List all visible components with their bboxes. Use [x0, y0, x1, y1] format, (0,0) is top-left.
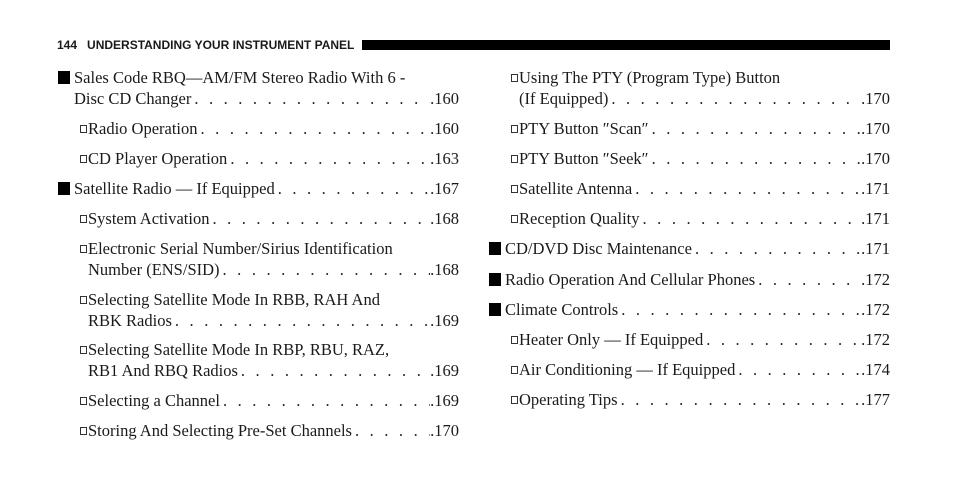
- dot-leader: [220, 390, 430, 411]
- toc-entry-line: [505, 238, 890, 259]
- dot-leader: [352, 420, 430, 441]
- toc-entry-text: [519, 67, 890, 109]
- toc-entry-title: CD Player Operation: [88, 149, 228, 168]
- dot-leader: [649, 148, 862, 169]
- toc-entry-title: RBK Radios: [88, 311, 172, 330]
- toc-entry-line: [88, 289, 459, 310]
- toc-entry-text: [88, 289, 459, 331]
- toc-entry-title: Storing And Selecting Pre-Set Channels: [88, 421, 352, 440]
- toc-page-number: .169: [430, 391, 459, 410]
- toc-page-number: .172: [861, 270, 890, 289]
- dot-leader: [275, 178, 430, 199]
- toc-entry-text: [88, 208, 459, 229]
- toc-entry-title: Satellite Antenna: [519, 179, 633, 198]
- toc-entry-text: [88, 148, 459, 169]
- toc-entry-line: [88, 339, 459, 360]
- toc-entry-line: [519, 389, 890, 410]
- toc-entry-text: [519, 148, 890, 169]
- dot-leader: [703, 329, 861, 350]
- toc-entry-text: [505, 238, 890, 259]
- toc-entry-title: Radio Operation And Cellular Phones: [505, 270, 756, 289]
- toc-entry-line: [519, 208, 890, 229]
- toc-entry-title: Operating Tips: [519, 390, 618, 409]
- toc-page-number: .170: [861, 89, 890, 108]
- header-title: UNDERSTANDING YOUR INSTRUMENT PANEL: [87, 38, 355, 52]
- toc-entry-line: [74, 178, 459, 199]
- toc-entry-text: [519, 389, 890, 410]
- dot-leader: [191, 88, 430, 109]
- toc-page-number: .160: [430, 119, 459, 138]
- toc-entry-line: [88, 208, 459, 229]
- running-header: [57, 38, 890, 52]
- toc-page-number: .172: [861, 300, 890, 319]
- toc-page-number: .169: [430, 361, 459, 380]
- dot-leader: [735, 359, 861, 380]
- toc-entry-title: CD/DVD Disc Maintenance: [505, 239, 692, 258]
- toc-entry-line: [88, 310, 459, 331]
- toc-entry-line: [519, 118, 890, 139]
- toc-entry-line: [519, 88, 890, 109]
- toc-entry-title-line1: Electronic Serial Number/Sirius Identification: [88, 239, 393, 258]
- toc-entry-line: [88, 148, 459, 169]
- toc-entry-line: [88, 390, 459, 411]
- dot-leader: [209, 208, 430, 229]
- dot-leader: [172, 310, 430, 331]
- toc-entry-line: [74, 67, 459, 88]
- toc-entry-text: [88, 238, 459, 280]
- filled-square-bullet-icon: [488, 299, 502, 320]
- toc-page-number: .163: [430, 149, 459, 168]
- dot-leader: [649, 118, 862, 139]
- toc-entry-text: [519, 359, 890, 380]
- toc-entry-text: [88, 339, 459, 381]
- toc-entry-title: Air Conditioning — If Equipped: [519, 360, 736, 379]
- toc-entry-title-line1: Selecting Satellite Mode In RBP, RBU, RAZ,: [88, 340, 390, 359]
- toc-entry-line: [519, 329, 890, 350]
- dot-leader: [198, 118, 431, 139]
- toc-entry-title-line1: Using The PTY (Program Type) Button: [519, 68, 781, 87]
- toc-entry-line: [505, 269, 890, 290]
- toc-entry-line: [88, 420, 459, 441]
- toc-page-number: .174: [861, 360, 890, 379]
- toc-entry-title: Climate Controls: [505, 300, 619, 319]
- dot-leader: [618, 299, 861, 320]
- toc-entry-text: [519, 208, 890, 229]
- toc-page-number: .171: [861, 239, 890, 258]
- toc-entry-title: Heater Only — If Equipped: [519, 330, 704, 349]
- toc-entry-line: [88, 259, 459, 280]
- toc-entry-title: Reception Quality: [519, 209, 640, 228]
- toc-entry-text: [74, 67, 459, 109]
- dot-leader: [238, 360, 430, 381]
- toc-page-number: .170: [861, 149, 890, 168]
- toc-entry-line: [88, 118, 459, 139]
- toc-entry-text: [519, 329, 890, 350]
- toc-page-number: .168: [430, 209, 459, 228]
- toc-entry-title: PTY Button ″Scan″: [519, 119, 649, 138]
- toc-page-number: .169: [430, 311, 459, 330]
- toc-entry-title: Selecting a Channel: [88, 391, 220, 410]
- toc-entry-line: [88, 238, 459, 259]
- toc-page-number: .172: [861, 330, 890, 349]
- toc-page-number: .177: [861, 390, 890, 409]
- toc-page-number: .171: [861, 179, 890, 198]
- toc-page-number: .170: [430, 421, 459, 440]
- dot-leader: [640, 208, 862, 229]
- dot-leader: [755, 269, 861, 290]
- toc-page-number: .168: [430, 260, 459, 279]
- toc-entry-title: Number (ENS/SID): [88, 260, 220, 279]
- toc-entry-text: [88, 420, 459, 441]
- toc-entry-line: [519, 148, 890, 169]
- toc-page-number: .170: [861, 119, 890, 138]
- toc-page-number: .160: [430, 89, 459, 108]
- filled-square-bullet-icon: [57, 67, 71, 88]
- dot-leader: [227, 148, 430, 169]
- dot-leader: [632, 178, 861, 199]
- filled-square-bullet-icon: [488, 238, 502, 259]
- dot-leader: [220, 259, 431, 280]
- toc-entry-title: Radio Operation: [88, 119, 198, 138]
- toc-entry-title: (If Equipped): [519, 89, 609, 108]
- toc-entry-line: [74, 88, 459, 109]
- toc-entry-title-line1: Selecting Satellite Mode In RBB, RAH And: [88, 290, 380, 309]
- toc-entry-text: [74, 178, 459, 199]
- toc-page-number: .171: [861, 209, 890, 228]
- filled-square-bullet-icon: [57, 178, 71, 199]
- toc-entry-text: [519, 178, 890, 199]
- toc-entry-title-line1: Sales Code RBQ—AM/FM Stereo Radio With 6 -: [74, 68, 406, 87]
- filled-square-bullet-icon: [488, 269, 502, 290]
- toc-entry-text: [505, 269, 890, 290]
- dot-leader: [618, 389, 862, 410]
- toc-entry-text: [505, 299, 890, 320]
- toc-entry-text: [88, 118, 459, 139]
- dot-leader: [692, 238, 861, 259]
- page-number: 144: [57, 38, 78, 52]
- toc-entry-line: [519, 178, 890, 199]
- toc-entry-text: [88, 390, 459, 411]
- toc-entry-text: [519, 118, 890, 139]
- toc-entry-title: PTY Button ″Seek″: [519, 149, 649, 168]
- toc-page-number: .167: [430, 179, 459, 198]
- toc-entry-title: Disc CD Changer: [74, 89, 192, 108]
- toc-entry-title: System Activation: [88, 209, 210, 228]
- toc-entry-line: [505, 299, 890, 320]
- toc-entry-line: [519, 359, 890, 380]
- header-rule: [362, 40, 890, 50]
- toc-entry-line: [519, 67, 890, 88]
- toc-entry-line: [88, 360, 459, 381]
- toc-entry-title: Satellite Radio — If Equipped: [74, 179, 275, 198]
- toc-entry-title: RB1 And RBQ Radios: [88, 361, 238, 380]
- dot-leader: [608, 88, 861, 109]
